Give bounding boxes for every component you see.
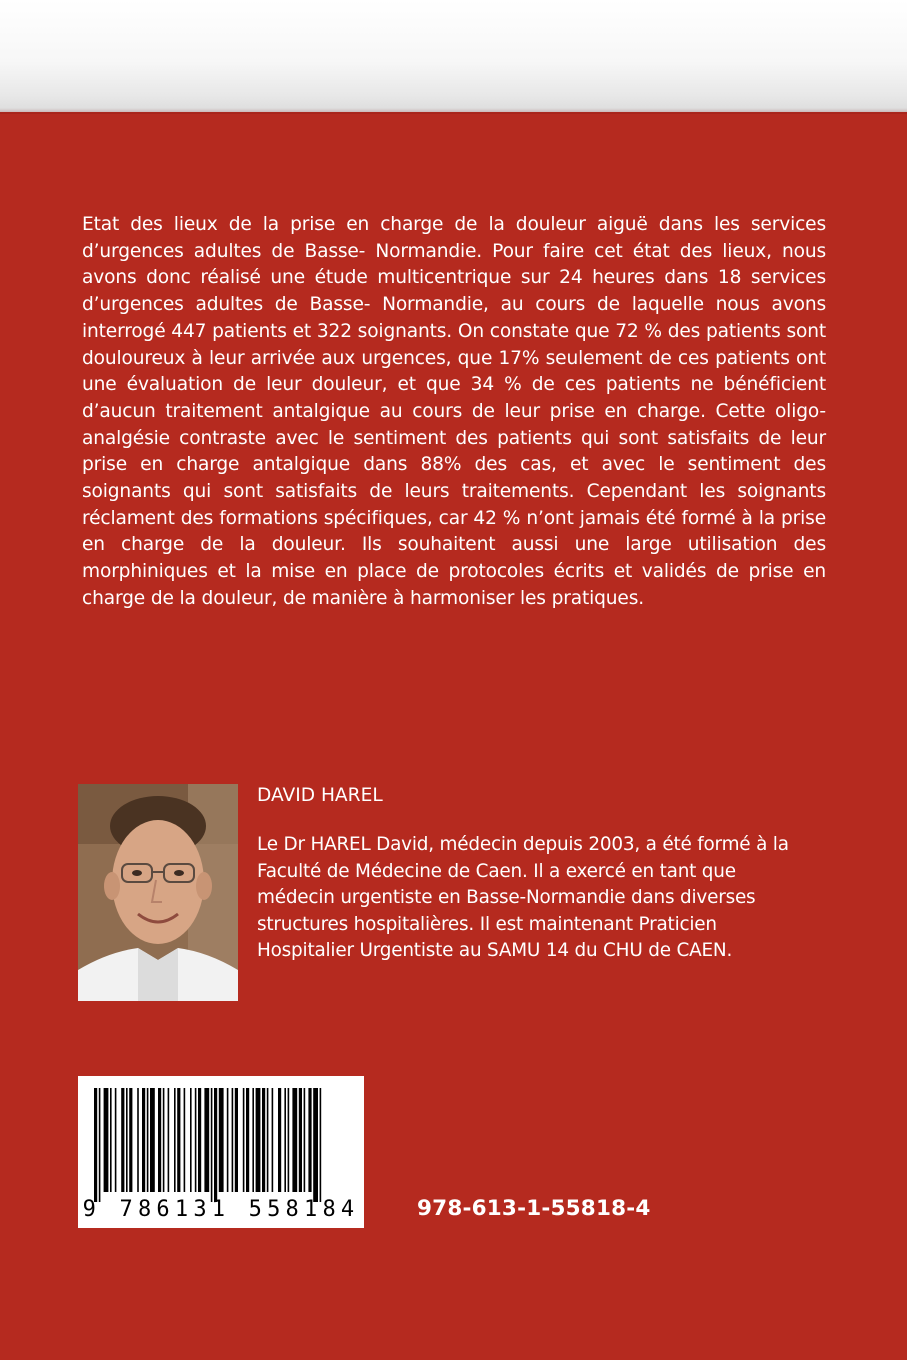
barcode-bar	[129, 1088, 132, 1192]
barcode-bar	[232, 1088, 234, 1192]
barcode-bar	[243, 1088, 245, 1192]
barcode-bar	[104, 1088, 109, 1192]
barcode-bar	[227, 1088, 229, 1192]
barcode-bar	[219, 1088, 224, 1192]
barcode-bar	[121, 1088, 124, 1192]
barcode-bar	[278, 1088, 281, 1192]
barcode-bar	[256, 1088, 261, 1192]
barcode-bar	[308, 1088, 311, 1192]
barcode-bar	[137, 1088, 139, 1192]
isbn-number: 978-613-1-55818-4	[417, 1196, 651, 1221]
author-portrait-icon	[78, 784, 238, 1001]
barcode-bar	[198, 1088, 201, 1192]
barcode-bar	[320, 1088, 322, 1202]
barcode-bar	[284, 1088, 286, 1192]
barcode-bar	[267, 1088, 269, 1192]
barcode-bar	[147, 1088, 149, 1192]
barcode-bar	[177, 1088, 180, 1192]
barcode-bar	[288, 1088, 290, 1192]
barcode-bar	[158, 1088, 161, 1192]
barcode-bar	[142, 1088, 145, 1192]
book-summary: Etat des lieux de la prise en charge de la douleur aiguë dans les services d’urgences adultes de Basse- Normandie. Pour faire cet état des lieux, nous avons donc réalisé une étude multicentrique sur 24 heures dans 18 services d’urgences adultes de Basse- Normandie, au cours de laquelle nous avons interrogé 447 patients et 322 soignants. On constate que 72 % des patients sont douloureux à leur arrivée aux urgences, que 17% seulement de ces patients ont une évaluation de leur douleur, et que 34 % de ces patients ne bénéficient d’aucun traitement antalgique au cours de leur prise en charge. Cette oligo-analgésie contraste avec le sentiment des patients qui sont satisfaits de leur prise en charge antalgique dans 88% des cas, et avec le sentiment des soignants qui sont satisfaits de leurs traitements. Cependant les soignants réclament des formations spécifiques, car 42 % n’ont jamais été formé à la prise en charge de la douleur. Ils souhaitent aussi une large utilisation des morphiniques et la mise en place de protocoles écrits et validés de prise en charge de la douleur, de manière à harmoniser les pratiques.	[82, 214, 826, 609]
isbn-barcode	[78, 1076, 364, 1228]
author-photo	[78, 784, 238, 1001]
cover-top-band	[0, 0, 907, 112]
barcode-digits: 9 786131 558184	[82, 1197, 360, 1222]
barcode-bar	[246, 1088, 249, 1192]
cover-top-band-shadow	[0, 108, 907, 114]
barcode-bar	[313, 1088, 318, 1202]
barcode-bar	[195, 1088, 197, 1192]
barcode-bar	[126, 1088, 128, 1192]
barcode-bar	[99, 1088, 101, 1202]
barcode-bar	[174, 1088, 176, 1192]
author-bio: Le Dr HAREL David, médecin depuis 2003, a été formé à la Faculté de Médecine de Caen. Il a exercé en tant que médecin urgentiste en Basse-Normandie dans diverses structures hospitalières. Il est maintenant Praticien Hospitalier Urgentiste au SAMU 14 du CHU de CAEN.	[257, 834, 789, 962]
barcode-bar	[214, 1088, 217, 1202]
barcode-bar	[110, 1088, 112, 1192]
barcode-bar	[304, 1088, 306, 1192]
barcode-bar	[94, 1088, 97, 1202]
barcode-bar	[190, 1088, 192, 1192]
barcode-bar	[262, 1088, 265, 1192]
barcode-bar	[211, 1088, 213, 1202]
barcode-bar	[252, 1088, 254, 1192]
barcode-bar	[115, 1088, 117, 1192]
author-name: DAVID HAREL	[257, 785, 383, 806]
barcode-bar	[150, 1088, 155, 1192]
barcode-bar	[272, 1088, 274, 1192]
barcode-bar	[168, 1088, 170, 1192]
barcode-bar	[163, 1088, 165, 1192]
barcode-bar	[204, 1088, 209, 1192]
barcode-bar	[235, 1088, 238, 1192]
barcode-bar	[184, 1088, 186, 1192]
barcode-bar	[292, 1088, 297, 1192]
barcode-bar	[299, 1088, 302, 1192]
